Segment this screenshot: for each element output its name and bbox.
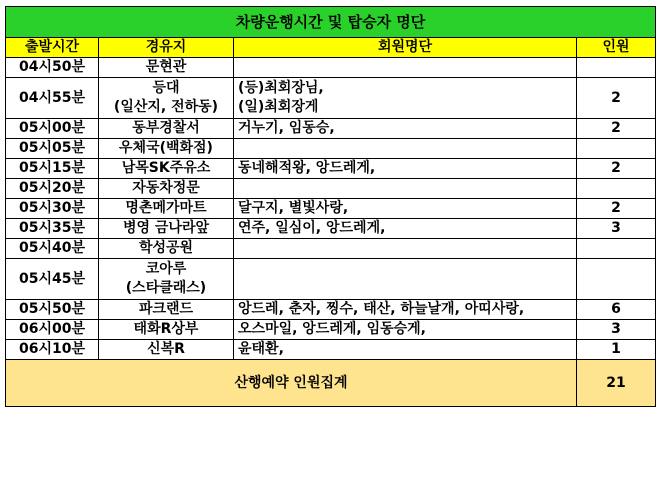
header-members: 회원명단 xyxy=(234,38,577,58)
table-row xyxy=(6,340,656,360)
waypoint xyxy=(99,199,234,219)
departure-time: 04시50분 xyxy=(6,58,99,78)
waypoint-line: 우체국(백화점) xyxy=(119,140,213,156)
table-row xyxy=(6,159,656,179)
table-row xyxy=(6,239,656,259)
member-list xyxy=(234,179,577,199)
member-line: 달구지, 별빛사랑, xyxy=(238,200,349,216)
total-label: 산행예약 인원집계 xyxy=(6,360,577,407)
waypoint-line: 태화R상부 xyxy=(133,321,199,337)
header-time: 출발시간 xyxy=(6,38,99,58)
total-count: 21 xyxy=(577,360,656,407)
header-row xyxy=(6,38,656,58)
departure-time: 05시35분 xyxy=(6,219,99,239)
member-list xyxy=(234,199,577,219)
waypoint-line: 명촌메가마트 xyxy=(125,200,207,216)
waypoint xyxy=(99,159,234,179)
departure-time: 04시55분 xyxy=(6,78,99,119)
member-line: 연주, 일심이, 앙드레게, xyxy=(238,220,386,236)
member-line: 오스마일, 앙드레게, 임동승게, xyxy=(238,321,426,337)
member-count: 2 xyxy=(577,78,656,119)
waypoint-line: 학성공원 xyxy=(138,240,194,256)
waypoint xyxy=(99,219,234,239)
departure-time: 05시20분 xyxy=(6,179,99,199)
table-row xyxy=(6,199,656,219)
departure-time: 05시45분 xyxy=(6,259,99,300)
waypoint-line: 동부경찰서 xyxy=(132,120,200,136)
member-count xyxy=(577,139,656,159)
departure-time: 06시10분 xyxy=(6,340,99,360)
departure-time: 05시50분 xyxy=(6,300,99,320)
waypoint-line: 신복R xyxy=(147,341,185,357)
waypoint xyxy=(99,179,234,199)
waypoint xyxy=(99,259,234,300)
departure-time: 05시40분 xyxy=(6,239,99,259)
member-line: 거누기, 임동승, xyxy=(238,120,335,136)
departure-time: 05시30분 xyxy=(6,199,99,219)
departure-time: 05시05분 xyxy=(6,139,99,159)
member-line: 윤태환, xyxy=(238,341,284,357)
waypoint-line: 병영 금나라앞 xyxy=(122,220,210,236)
member-list xyxy=(234,259,577,300)
table-row xyxy=(6,179,656,199)
member-count xyxy=(577,179,656,199)
waypoint-line: 문현관 xyxy=(145,59,187,75)
member-list xyxy=(234,159,577,179)
member-list xyxy=(234,78,577,119)
member-list xyxy=(234,119,577,139)
member-count xyxy=(577,58,656,78)
waypoint-line: (일산지, 전하동) xyxy=(113,99,219,115)
table-row xyxy=(6,219,656,239)
waypoint xyxy=(99,58,234,78)
member-count: 3 xyxy=(577,219,656,239)
member-line: 앙드레, 춘자, 찡수, 태산, 하늘날개, 아띠사랑, xyxy=(238,301,525,317)
waypoint-line: (스타클래스) xyxy=(125,280,207,296)
departure-time: 05시00분 xyxy=(6,119,99,139)
member-count: 6 xyxy=(577,300,656,320)
waypoint-line: 파크랜드 xyxy=(138,301,194,317)
member-line: (등)최회장님, xyxy=(238,80,324,96)
member-list xyxy=(234,139,577,159)
departure-time: 06시00분 xyxy=(6,320,99,340)
waypoint xyxy=(99,239,234,259)
member-line: 동네해적왕, 앙드레게, xyxy=(238,160,376,176)
header-count: 인원 xyxy=(577,38,656,58)
table-row xyxy=(6,119,656,139)
member-count: 2 xyxy=(577,199,656,219)
waypoint xyxy=(99,119,234,139)
member-count xyxy=(577,239,656,259)
member-line: (일)최회장게 xyxy=(238,99,319,115)
waypoint xyxy=(99,300,234,320)
waypoint xyxy=(99,78,234,119)
waypoint-line: 등대 xyxy=(152,80,180,96)
member-count: 3 xyxy=(577,320,656,340)
table-row xyxy=(6,300,656,320)
waypoint xyxy=(99,340,234,360)
member-count xyxy=(577,259,656,300)
member-list xyxy=(234,219,577,239)
waypoint-line: 코아루 xyxy=(145,261,187,277)
waypoint xyxy=(99,139,234,159)
roster-table xyxy=(5,6,656,407)
table-row xyxy=(6,320,656,340)
table-row xyxy=(6,58,656,78)
table-title: 차량운행시간 및 탑승자 명단 xyxy=(6,7,656,38)
table-row xyxy=(6,139,656,159)
member-list xyxy=(234,239,577,259)
departure-time: 05시15분 xyxy=(6,159,99,179)
member-count: 2 xyxy=(577,119,656,139)
table-row xyxy=(6,259,656,300)
table-row xyxy=(6,78,656,119)
waypoint xyxy=(99,320,234,340)
member-count: 2 xyxy=(577,159,656,179)
member-list xyxy=(234,300,577,320)
waypoint-line: 남목SK주유소 xyxy=(121,160,211,176)
member-list xyxy=(234,320,577,340)
total-row xyxy=(6,360,656,407)
waypoint-line: 자동차정문 xyxy=(132,180,200,196)
header-place: 경유지 xyxy=(99,38,234,58)
member-list xyxy=(234,340,577,360)
member-list xyxy=(234,58,577,78)
member-count: 1 xyxy=(577,340,656,360)
